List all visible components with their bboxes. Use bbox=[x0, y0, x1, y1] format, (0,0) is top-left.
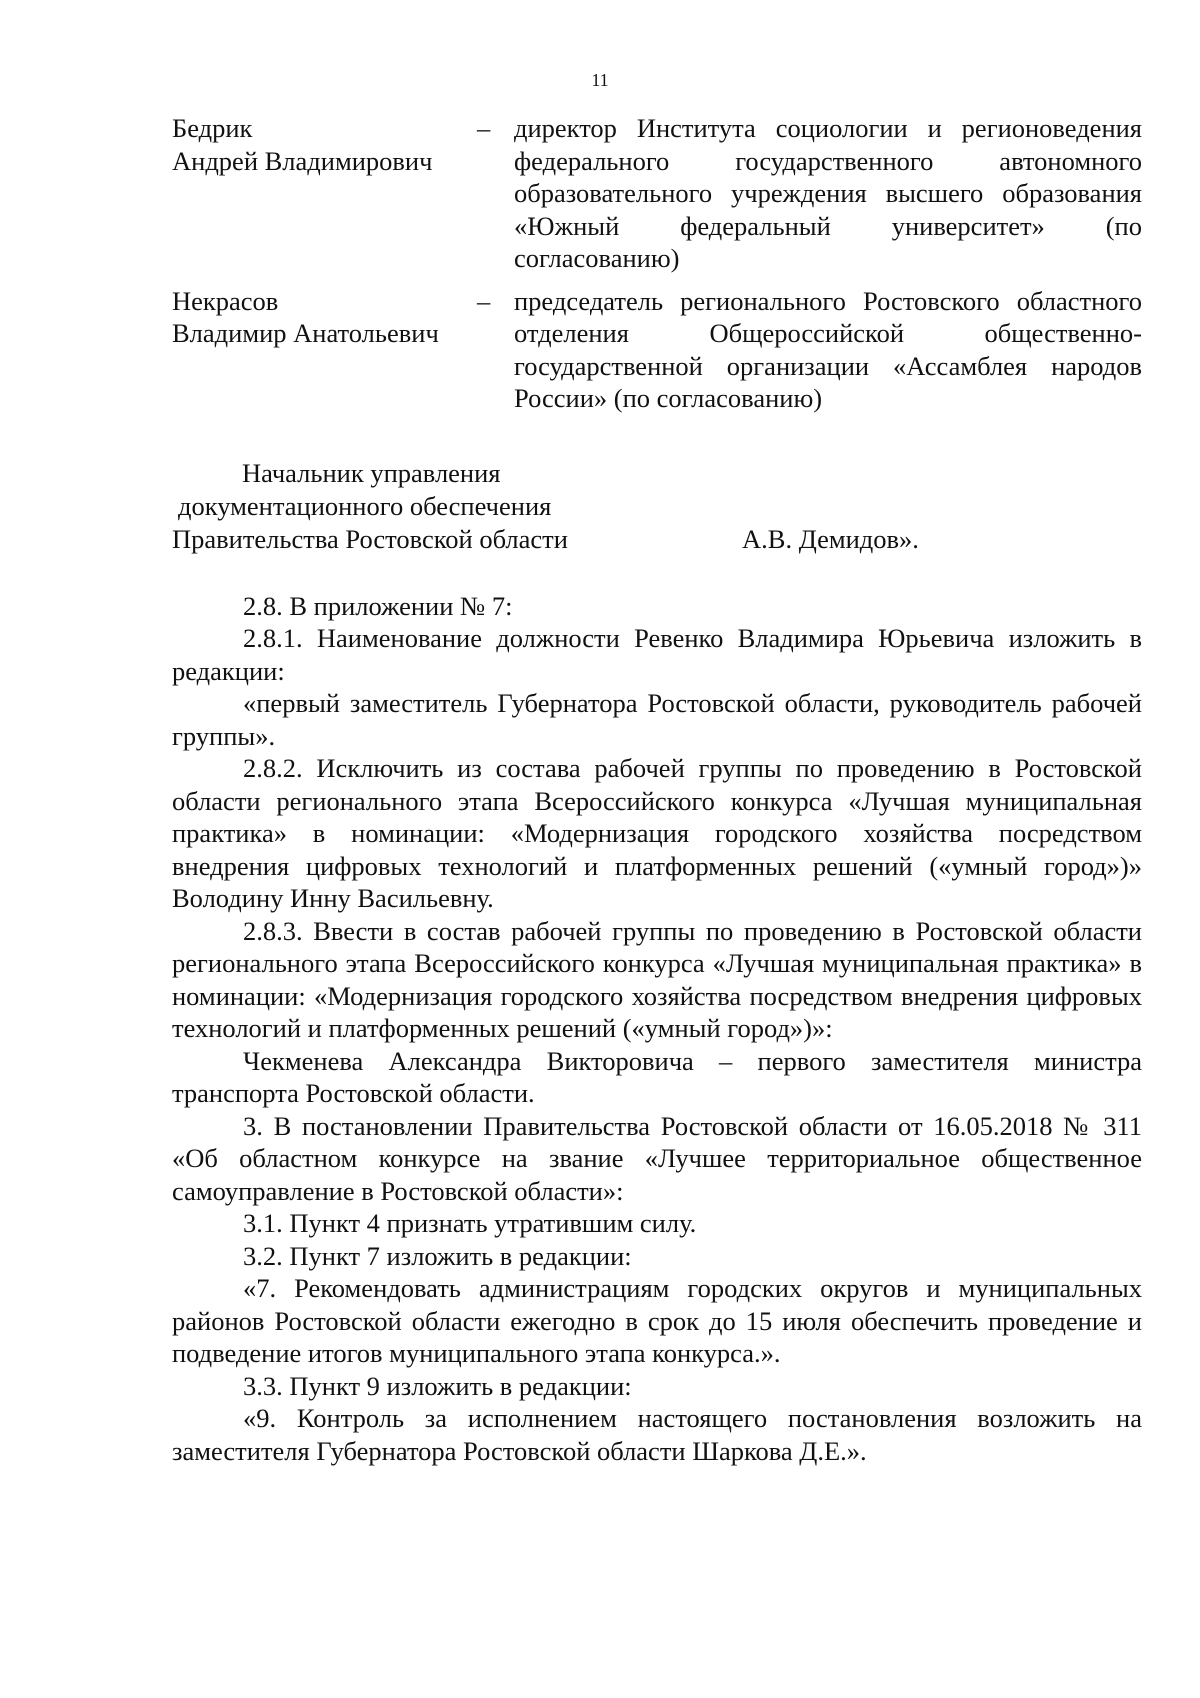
signatory-name: А.В. Демидов». bbox=[742, 523, 919, 554]
member-surname: Бедрик bbox=[172, 113, 253, 143]
paragraph: 3. В постановлении Правительства Ростовской области от 16.05.2018 № 311 «Об областном конкурсе на звание «Лучшее территориальное общественное самоуправление в Ростовской области»: bbox=[172, 1110, 1142, 1206]
member-entry bbox=[172, 112, 1142, 275]
document-body bbox=[172, 112, 1142, 1467]
paragraph: 3.3. Пункт 9 изложить в редакции: bbox=[243, 1370, 632, 1401]
member-name bbox=[172, 112, 477, 177]
signature-title-line: Правительства Ростовской области bbox=[172, 523, 568, 554]
paragraph: Чекменева Александра Викторовича – первого заместителя министра транспорта Ростовской области. bbox=[172, 1045, 1142, 1108]
member-description: председатель регионального Ростовского областного отделения Общероссийской общественно-государственной организации «Ассамблея народов России» (по согласованию) bbox=[514, 285, 1142, 413]
paragraph: «7. Рекомендовать администрациям городских округов и муниципальных районов Ростовской области ежегодно в срок до 15 июля обеспечить проведение и подведение итогов муниципального этапа конкурса.». bbox=[172, 1273, 1142, 1368]
paragraph: 2.8.3. Ввести в состав рабочей группы по проведению в Ростовской области регионального этапа Всероссийского конкурса «Лучшая муниципальная практика» в номинации: «Модернизация городского хозяйства посредством внедрения цифровых технологий и платформенных решений («умный город»)»: bbox=[172, 915, 1142, 1043]
member-given-names: Андрей Владимирович bbox=[172, 145, 433, 176]
member-given-names: Владимир Анатольевич bbox=[172, 318, 439, 348]
paragraph: 3.2. Пункт 7 изложить в редакции: bbox=[243, 1240, 632, 1271]
paragraph: «первый заместитель Губернатора Ростовской области, руководитель рабочей группы». bbox=[172, 688, 1142, 751]
member-surname: Некрасов bbox=[172, 285, 279, 316]
signature-block bbox=[172, 457, 1142, 557]
paragraph: 2.8.2. Исключить из состава рабочей группы по проведению в Ростовской области регионального этапа Всероссийского конкурса «Лучшая муниципальная практика» в номинации: «Модернизация городского хозяйства посредством внедрения цифровых технологий и платформенных решений («умный город»)» Володину Инну Васильевну. bbox=[172, 753, 1142, 913]
paragraph: 2.8.1. Наименование должности Ревенко Владимира Юрьевича изложить в редакции: bbox=[172, 623, 1142, 686]
paragraph: 3.1. Пункт 4 признать утратившим силу. bbox=[243, 1208, 697, 1238]
member-entry bbox=[172, 285, 1142, 415]
paragraph: 2.8. В приложении № 7: bbox=[243, 590, 513, 621]
signature-title-line: Начальник управления bbox=[242, 457, 501, 488]
member-dash: – bbox=[477, 113, 491, 143]
paragraph: «9. Контроль за исполнением настоящего постановления возложить на заместителя Губернатора Ростовской области Шаркова Д.Е.». bbox=[172, 1403, 1142, 1466]
page-number: 11 bbox=[591, 70, 609, 90]
member-description: директор Института социологии и регионоведения федерального государственного автономного образовательного учреждения высшего образования «Южный федеральный университет» (по согласованию) bbox=[514, 113, 1142, 273]
signature-title-line: документационного обеспечения bbox=[178, 490, 552, 521]
member-name bbox=[172, 285, 477, 350]
member-dash: – bbox=[477, 285, 491, 316]
amendments-section bbox=[172, 590, 1142, 1468]
